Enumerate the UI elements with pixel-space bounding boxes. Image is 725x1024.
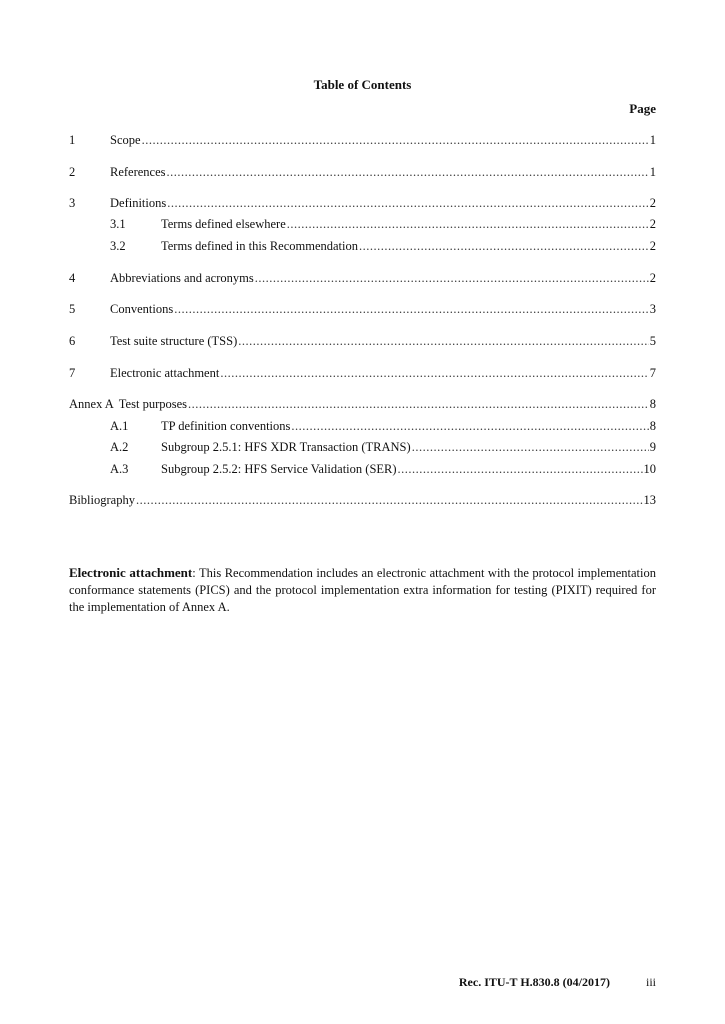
toc-number: 5 (69, 302, 76, 316)
toc-title-text: Scope (110, 133, 141, 147)
dot-leader (255, 270, 649, 286)
toc-entry-tss[interactable] (69, 333, 656, 349)
toc-entry-conventions[interactable] (69, 301, 656, 317)
toc-title-text: Test suite structure (TSS) (110, 334, 238, 348)
toc-entry-electronic-attachment[interactable] (69, 365, 656, 381)
toc-page: 1 (649, 165, 656, 179)
page-footer (459, 975, 656, 990)
dot-leader (398, 461, 643, 477)
toc-number: 1 (69, 133, 76, 147)
toc-title-text: Conventions (110, 302, 174, 316)
toc-page: 2 (649, 196, 656, 210)
toc-title-text: Definitions (110, 196, 167, 210)
toc-page: 2 (649, 271, 656, 285)
toc-number: 3.1 (110, 217, 126, 231)
toc-entry-a3[interactable] (69, 461, 656, 477)
toc-title-text: TP definition conventions (161, 419, 291, 433)
toc-title-text: Bibliography (69, 493, 135, 507)
toc-page: 2 (649, 239, 656, 253)
toc-page: 8 (649, 397, 656, 411)
dot-leader (167, 164, 649, 180)
dot-leader (174, 301, 649, 317)
toc-page: 8 (649, 419, 656, 433)
toc-title-text: Terms defined elsewhere (161, 217, 286, 231)
dot-leader (167, 195, 649, 211)
toc-number: 4 (69, 271, 76, 285)
toc-page: 13 (643, 493, 656, 507)
toc-entry-terms-elsewhere[interactable] (69, 216, 656, 232)
toc-page: 10 (643, 462, 656, 476)
toc-number: 3.2 (110, 239, 126, 253)
toc-page: 2 (649, 217, 656, 231)
toc-title-text: Electronic attachment (110, 366, 220, 380)
dot-leader (142, 132, 649, 148)
toc-entry-annex-a[interactable] (69, 396, 656, 412)
toc-title: Table of Contents (313, 77, 412, 92)
toc-page: 3 (649, 302, 656, 316)
toc-entry-scope[interactable] (69, 132, 656, 148)
dot-leader (220, 365, 648, 381)
toc-number: A.3 (110, 462, 129, 476)
note-text: : This Recommendation includes an electronic attachment with the protocol implementation conformance statements (PICS) and the protocol implementation extra information for testing (PIXIT) required for the implementation of Annex A. (69, 566, 657, 614)
toc-entry-a1[interactable] (69, 418, 656, 434)
page-column-header: Page (629, 101, 656, 116)
toc-page: 7 (649, 366, 656, 380)
toc-number: Annex A (69, 397, 114, 411)
dot-leader (238, 333, 649, 349)
toc-title-text: Subgroup 2.5.1: HFS XDR Transaction (TRANS) (161, 440, 411, 454)
recommendation-reference: Rec. ITU-T H.830.8 (04/2017) (458, 975, 610, 989)
toc-number: 3 (69, 196, 76, 210)
toc-title-text: Test purposes (118, 397, 188, 411)
dot-leader (287, 216, 649, 232)
page-number: iii (645, 975, 656, 989)
toc-number: 2 (69, 165, 76, 179)
toc-title-text: Abbreviations and acronyms (110, 271, 254, 285)
toc-page: 5 (649, 334, 656, 348)
dot-leader (291, 418, 648, 434)
toc-title-text: Subgroup 2.5.2: HFS Service Validation (SER) (161, 462, 397, 476)
toc-number: A.1 (110, 419, 129, 433)
note-label: Electronic attachment (69, 565, 193, 580)
electronic-attachment-note (69, 564, 656, 616)
toc-entry-abbreviations[interactable] (69, 270, 656, 286)
toc-title-text: References (110, 165, 166, 179)
dot-leader (136, 492, 643, 508)
toc-page: 9 (649, 440, 656, 454)
dot-leader (359, 238, 649, 254)
toc-number: A.2 (110, 440, 129, 454)
toc-title-text: Terms defined in this Recommendation (161, 239, 358, 253)
toc-entry-terms-this-rec[interactable] (69, 238, 656, 254)
toc-entry-bibliography[interactable] (69, 492, 656, 508)
dot-leader (188, 396, 649, 412)
toc-page: 1 (649, 133, 656, 147)
toc-entry-references[interactable] (69, 164, 656, 180)
toc-number: 7 (69, 366, 76, 380)
toc-entry-a2[interactable] (69, 439, 656, 455)
toc-number: 6 (69, 334, 76, 348)
dot-leader (412, 439, 649, 455)
toc-entry-definitions[interactable] (69, 195, 656, 211)
